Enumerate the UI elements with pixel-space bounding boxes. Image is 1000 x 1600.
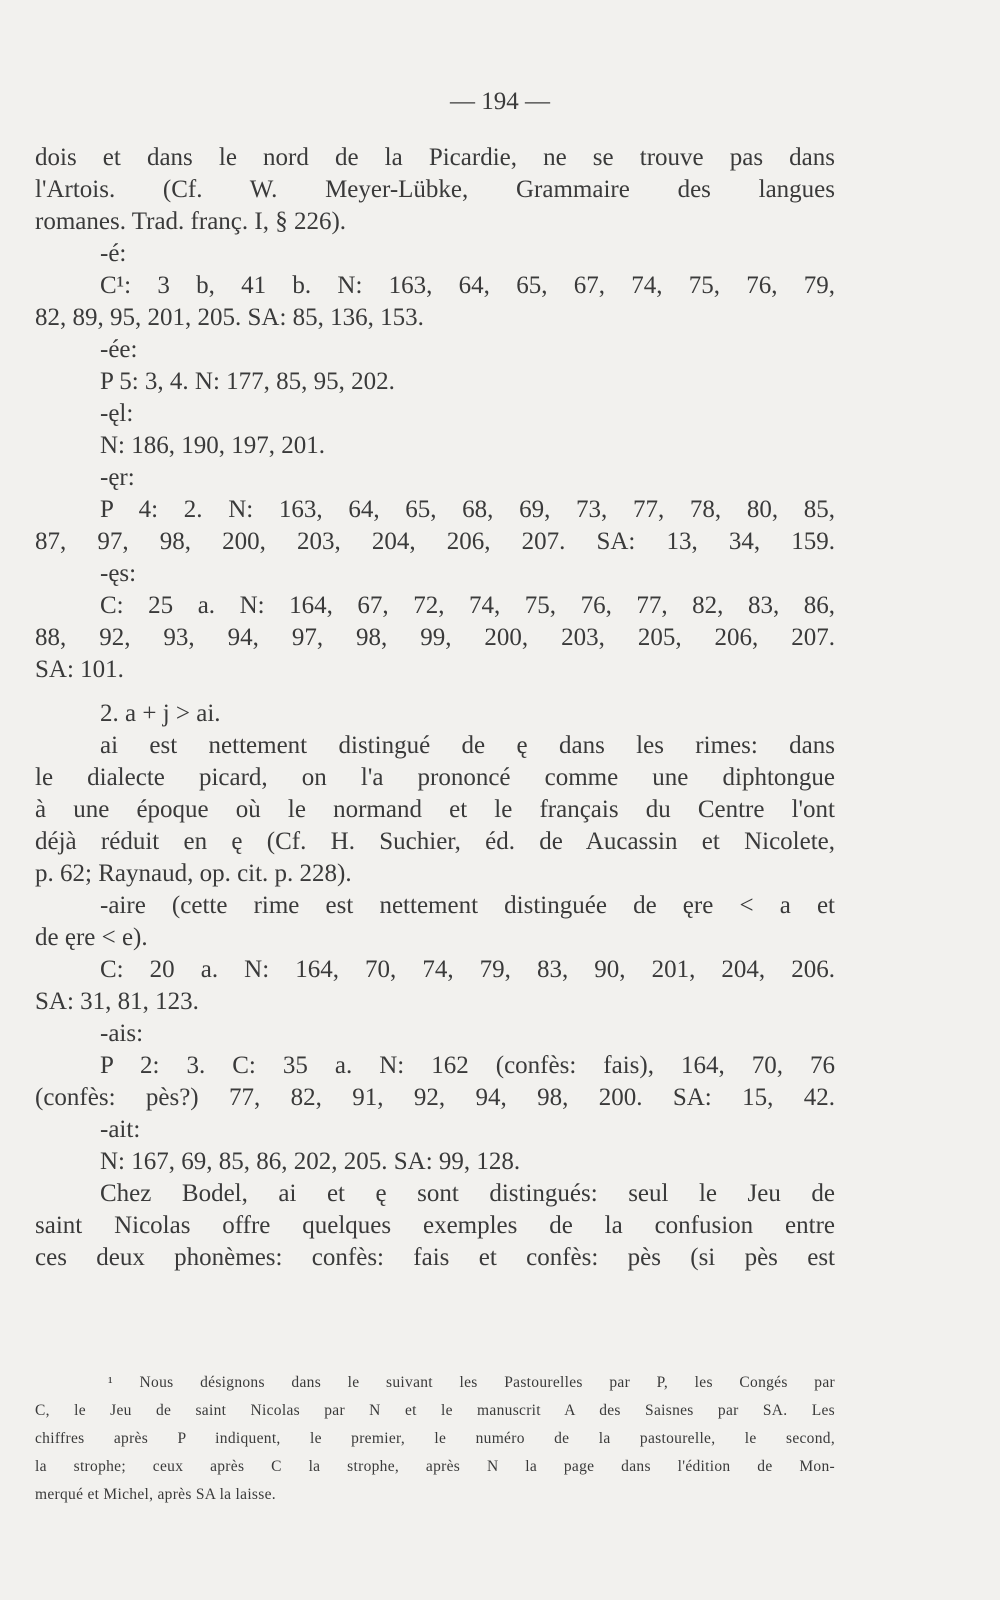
text-line: à une époque où le normand et le français du Centre l'ont [35,796,835,823]
page-number: — 194 — [450,88,550,115]
text-line: de ęre < e). [35,924,148,951]
footnote-line: C, le Jeu de saint Nicolas par N et le manuscrit A des Saisnes par SA. Les [35,1402,835,1419]
rhyme-heading: -ée: [100,336,138,363]
text-line: P 5: 3, 4. N: 177, 85, 95, 202. [100,368,395,395]
text-line: le dialecte picard, on l'a prononcé comme une diphtongue [35,764,835,791]
footnote-line: ¹ Nous désignons dans le suivant les Pastourelles par P, les Congés par [108,1374,835,1391]
section-heading: 2. a + j > ai. [100,700,221,727]
rhyme-heading: -ęr: [100,464,135,491]
text-line: C: 25 a. N: 164, 67, 72, 74, 75, 76, 77, 82, 83, 86, [100,592,835,619]
rhyme-heading: -ęs: [100,560,137,587]
text-line: N: 186, 190, 197, 201. [100,432,325,459]
text-line: dois et dans le nord de la Picardie, ne se trouve pas dans [35,144,835,171]
footnote-line: la strophe; ceux après C la strophe, après N la page dans l'édition de Mon- [35,1458,835,1475]
text-line: l'Artois. (Cf. W. Meyer-Lübke, Grammaire des langues [35,176,835,203]
text-line: P 4: 2. N: 163, 64, 65, 68, 69, 73, 77, 78, 80, 85, [100,496,835,523]
text-line: ces deux phonèmes: confès: fais et confès: pès (si pès est [35,1244,835,1271]
rhyme-heading: -ait: [100,1116,141,1143]
text-line: N: 167, 69, 85, 86, 202, 205. SA: 99, 128. [100,1148,521,1175]
text-line: 82, 89, 95, 201, 205. SA: 85, 136, 153. [35,304,424,331]
text-line: 87, 97, 98, 200, 203, 204, 206, 207. SA: 13, 34, 159. [35,528,835,555]
text-line: romanes. Trad. franç. I, § 226). [35,208,347,235]
rhyme-heading: -aire (cette rime est nettement distinguée de ęre < a et [100,892,835,919]
text-line: SA: 101. [35,656,124,683]
text-line: saint Nicolas offre quelques exemples de la confusion entre [35,1212,835,1239]
text-line: p. 62; Raynaud, op. cit. p. 228). [35,860,352,887]
text-line: (confès: pès?) 77, 82, 91, 92, 94, 98, 200. SA: 15, 42. [35,1084,835,1111]
text-line: déjà réduit en ę (Cf. H. Suchier, éd. de Aucassin et Nicolete, [35,828,835,855]
text-line: P 2: 3. C: 35 a. N: 162 (confès: fais), 164, 70, 76 [100,1052,835,1079]
text-line: ai est nettement distingué de ę dans les rimes: dans [100,732,835,759]
rhyme-heading: -ęl: [100,400,134,427]
rhyme-heading: -é: [100,240,127,267]
text-line: C¹: 3 b, 41 b. N: 163, 64, 65, 67, 74, 75, 76, 79, [100,272,835,299]
text-line: 88, 92, 93, 94, 97, 98, 99, 200, 203, 205, 206, 207. [35,624,835,651]
footnote-line: chiffres après P indiquent, le premier, le numéro de la pastourelle, le second, [35,1430,835,1447]
text-line: C: 20 a. N: 164, 70, 74, 79, 83, 90, 201, 204, 206. [100,956,835,983]
footnote-line: merqué et Michel, après SA la laisse. [35,1486,276,1503]
text-line: Chez Bodel, ai et ę sont distingués: seul le Jeu de [100,1180,835,1207]
text-line: SA: 31, 81, 123. [35,988,199,1015]
rhyme-heading: -ais: [100,1020,144,1047]
